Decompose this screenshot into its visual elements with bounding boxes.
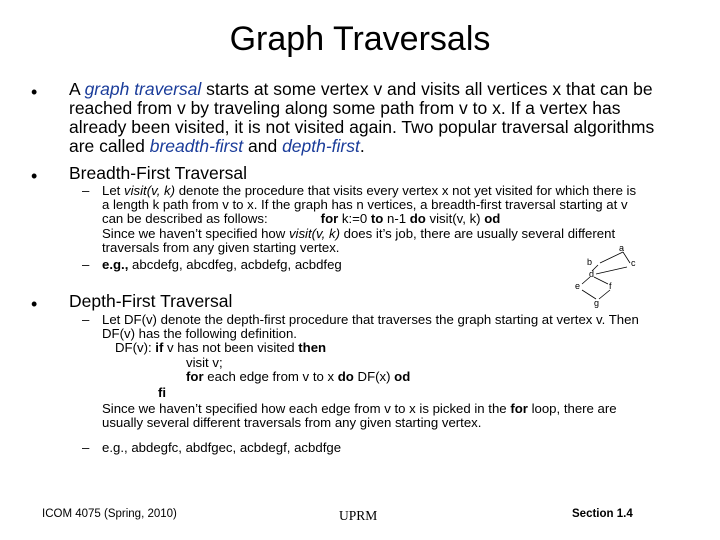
bullet-dfs: • bbox=[31, 294, 38, 314]
bfs-line-4: Since we haven’t specified how visit(v, k) does it’s job, there are usually several different bbox=[102, 225, 616, 241]
bfs-heading: Breadth-First Traversal bbox=[69, 163, 247, 183]
intro-line-3: already been visited, it is not visited again. Two popular traversal algorithms bbox=[69, 117, 655, 137]
dfs-code-2: visit v; bbox=[186, 354, 223, 370]
intro-line-1: A graph traversal starts at some vertex v and visits all vertices x that can be bbox=[69, 79, 653, 99]
dfs-line-1: Let DF(v) denote the depth-first procedure that traverses the graph starting at vertex v. Then bbox=[102, 312, 639, 327]
edge-f-g bbox=[599, 290, 610, 299]
bfs-example: e.g., abcdefg, abcdfeg, acbdefg, acbdfeg bbox=[102, 257, 342, 272]
intro-paragraph bbox=[69, 80, 654, 156]
intro-line-4: are called breadth-first and depth-first. bbox=[69, 136, 365, 156]
bfs-line-5: traversals from any given starting vertex. bbox=[102, 239, 340, 255]
graph-diagram bbox=[560, 238, 650, 310]
edge-a-b bbox=[600, 252, 623, 263]
dfs-dash-2: – bbox=[82, 440, 90, 455]
bfs-line-1: Let visit(v, k) denote the procedure that visits every vertex x not yet visited for which there is bbox=[102, 183, 637, 198]
bullet-bfs: • bbox=[31, 166, 38, 186]
term-graph-traversal: graph traversal bbox=[84, 79, 202, 99]
vertex-g: g bbox=[594, 298, 600, 308]
dfs-heading: Depth-First Traversal bbox=[69, 291, 233, 311]
dfs-dash-1: – bbox=[82, 312, 90, 327]
vertex-f: f bbox=[609, 281, 612, 291]
vertex-e: e bbox=[575, 281, 581, 291]
dfs-example: e.g., abdegfc, abdfgec, acbdegf, acbdfge bbox=[102, 440, 342, 455]
dfs-code-1: DF(v): if v has not been visited then bbox=[115, 340, 327, 356]
dfs-line-4: usually several different traversals from any given starting vertex. bbox=[102, 415, 482, 431]
dfs-code-4: fi bbox=[158, 385, 167, 401]
dfs-code-3: for each edge from v to x do DF(x) od bbox=[186, 368, 411, 384]
dfs-description bbox=[102, 313, 639, 431]
bfs-line-3: can be described as follows: for k:=0 to n-1 do visit(v, k) od bbox=[102, 211, 501, 227]
term-depth-first: depth-first bbox=[282, 136, 360, 156]
footer-section: Section 1.4 bbox=[572, 508, 633, 520]
term-breadth-first: breadth-first bbox=[149, 136, 244, 156]
edge-d-f bbox=[594, 277, 608, 284]
bfs-dash-1: – bbox=[82, 183, 90, 198]
bfs-line-2: a length k path from v to x. If the graph has n vertices, a breadth-first traversal starting at v bbox=[102, 197, 628, 213]
vertex-a: a bbox=[619, 243, 625, 253]
intro-line-2: reached from v by traveling along some path from v to x. If a vertex has bbox=[69, 98, 621, 118]
footer-institution: UPRM bbox=[339, 508, 378, 523]
vertex-d: d bbox=[589, 269, 595, 279]
bfs-dash-2: – bbox=[82, 257, 90, 272]
footer-course: ICOM 4075 (Spring, 2010) bbox=[42, 508, 177, 520]
bullet-intro: • bbox=[31, 82, 38, 102]
edge-c-d bbox=[596, 267, 627, 274]
vertex-b: b bbox=[587, 257, 593, 267]
bfs-description bbox=[102, 184, 636, 255]
dfs-line-2: DF(v) has the following definition. bbox=[102, 326, 297, 342]
slide-title: Graph Traversals bbox=[229, 20, 491, 58]
dfs-line-3: Since we haven’t specified how each edge from v to x is picked in the for loop, there are bbox=[102, 401, 617, 417]
edge-a-c bbox=[623, 252, 630, 263]
vertex-c: c bbox=[631, 258, 636, 268]
